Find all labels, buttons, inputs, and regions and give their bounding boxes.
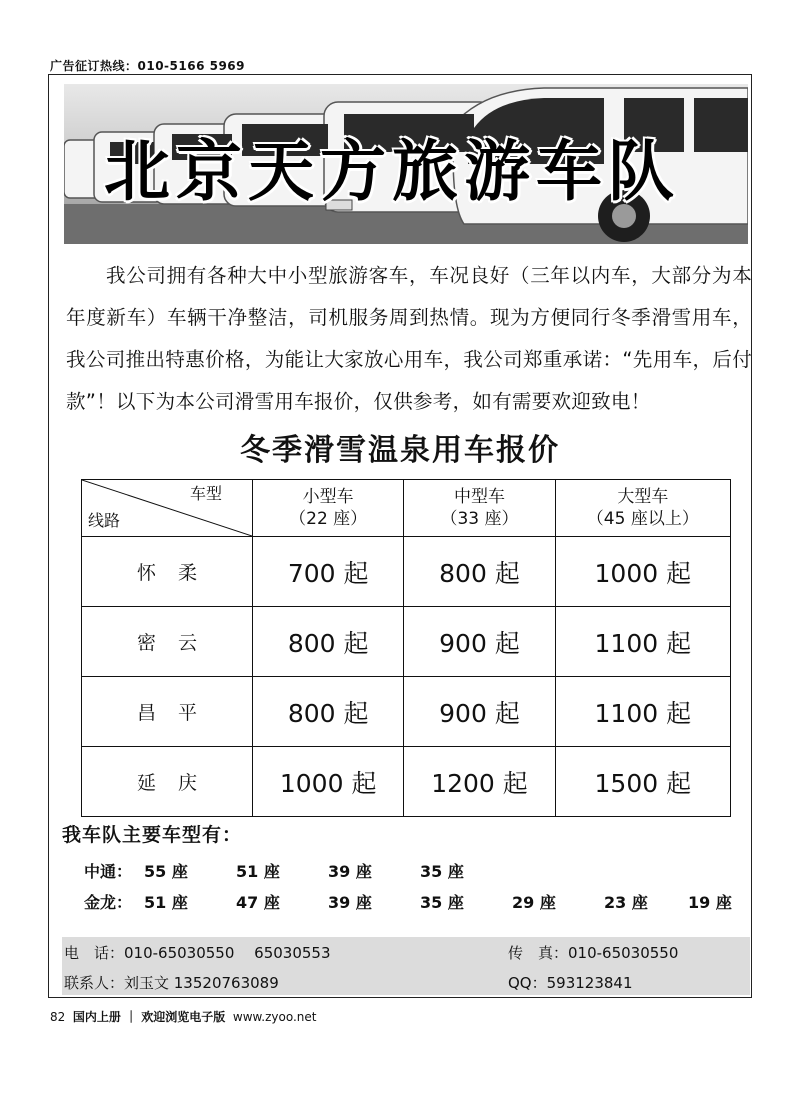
price-cell: 1000 起 <box>253 747 404 817</box>
price-cell: 1500 起 <box>555 747 730 817</box>
fleet-seat-item: 47 座 <box>236 893 280 912</box>
fleet-seat-item: 35 座 <box>420 862 464 881</box>
footer-section: 国内上册 ｜ 欢迎浏览电子版 <box>72 1010 226 1024</box>
table-row <box>82 677 731 747</box>
ad-hotline: 广告征订热线：010-5166 5969 <box>50 59 246 73</box>
price-cell: 800 起 <box>404 537 555 607</box>
route-cell: 延庆 <box>82 747 253 817</box>
column-small-bus: 小型车 （22 座） <box>253 480 404 537</box>
contact-person: 联系人：刘玉文 13520763089 <box>64 974 279 992</box>
contact-qq: QQ：593123841 <box>508 974 633 992</box>
table-row <box>82 537 731 607</box>
fleet-seat-item: 19 座 <box>688 893 732 912</box>
fleet-seat-item: 35 座 <box>420 893 464 912</box>
fleet-seat-item: 55 座 <box>144 862 188 881</box>
fleet-seat-item: 39 座 <box>328 862 372 881</box>
corner-route: 线路 <box>88 511 121 530</box>
fleet-seat-item: 23 座 <box>604 893 648 912</box>
banner <box>64 84 748 244</box>
price-cell: 800 起 <box>253 677 404 747</box>
route-cell: 怀柔 <box>82 537 253 607</box>
fleet-brand-label: 金龙： <box>84 893 133 912</box>
corner-cell <box>82 480 253 537</box>
fleet-seat-item: 29 座 <box>512 893 556 912</box>
route-cell: 密云 <box>82 607 253 677</box>
column-large-bus: 大型车 （45 座以上） <box>555 480 730 537</box>
price-cell: 1200 起 <box>404 747 555 817</box>
fleet-brand-label: 中通： <box>84 862 133 881</box>
route-cell: 昌平 <box>82 677 253 747</box>
fleet-seat-item: 51 座 <box>144 893 188 912</box>
price-cell: 900 起 <box>404 607 555 677</box>
page-footer <box>50 1008 316 1025</box>
price-cell: 1100 起 <box>555 677 730 747</box>
price-table <box>81 479 731 817</box>
fleet-seat-item: 51 座 <box>236 862 280 881</box>
contact-fax: 传 真：010-65030550 <box>508 944 679 962</box>
banner-title: 北京天方旅游车队 <box>104 133 680 210</box>
corner-vehicle-type: 车型 <box>189 484 222 503</box>
fleet-seat-item: 39 座 <box>328 893 372 912</box>
price-cell: 1000 起 <box>555 537 730 607</box>
intro-paragraph: 我公司拥有各种大中小型旅游客车，车况良好（三年以内车，大部分为本年度新车）车辆干净整洁，司机服务周到热情。现为方便同行冬季滑雪用车，我公司推出特惠价格，为能让大家放心用车，我公司郑重承诺：“先用车，后付款”！以下为本公司滑雪用车报价，仅供参考，如有需要欢迎致电！ <box>66 264 752 413</box>
fleet-title: 我车队主要车型有： <box>62 824 243 846</box>
price-cell: 800 起 <box>253 607 404 677</box>
price-cell: 1100 起 <box>555 607 730 677</box>
price-cell: 900 起 <box>404 677 555 747</box>
contact-box <box>62 937 750 995</box>
contact-phone: 电 话：010-65030550 65030553 <box>64 944 331 962</box>
table-row <box>82 747 731 817</box>
column-medium-bus: 中型车 （33 座） <box>404 480 555 537</box>
table-row <box>82 607 731 677</box>
price-table-title: 冬季滑雪温泉用车报价 <box>240 433 560 468</box>
table-header-row <box>82 480 731 537</box>
page-number: 82 <box>50 1010 66 1024</box>
footer-site: www.zyoo.net <box>232 1010 317 1024</box>
price-cell: 700 起 <box>253 537 404 607</box>
